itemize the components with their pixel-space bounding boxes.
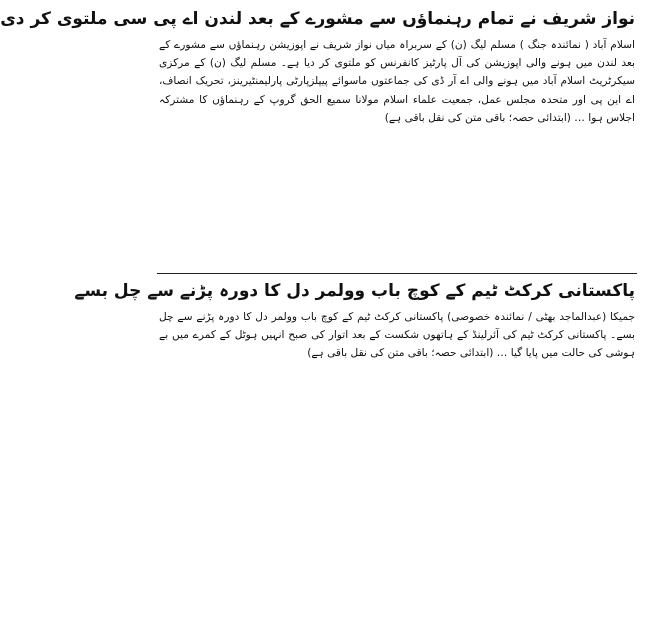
article-headline: نواز شریف نے تمام رہنماؤں سے مشورے کے بعد لندن اے پی سی ملتوی کر دی [0, 9, 635, 29]
article-lahore-apc [0, 6, 637, 266]
article-body: جمیکا (عبدالماجد بھٹی / نمائندہ خصوصی) پاکستانی کرکٹ ٹیم کے کوچ باب وولمر دل کا دورہ پڑنے سے چل بسے۔ پاکستانی کرکٹ ٹیم کی آئرلینڈ کے ہاتھوں شکست کے بعد اتوار کی صبح انہیں ہوٹل کے کمرے میں بے ہوشی کی حالت میں پایا گیا … (ابتدائی حصہ؛ باقی متن کی نقل باقی ہے) [159, 311, 635, 360]
article-body: اسلام آباد ( نمائندہ جنگ ) مسلم لیگ (ن) کے سربراہ میاں نواز شریف نے اپوزیشن رہنماؤں سے مشورے کے بعد لندن میں ہونے والی اپوزیشن کی آل پارٹیز کانفرنس کو ملتوی کر دیا ہے۔ مسلم لیگ (ن) کے مرکزی سیکرٹریٹ اسلام آباد میں ہونے والی اے آر ڈی کی جماعتوں ماسوائے پیپلزپارٹی پارلیمنٹیرینز، تحریک انصاف، اے این پی اور متحدہ مجلس عمل، جمعیت علماء اسلام مولانا سمیع الحق گروپ کے رہنماؤں کا مشترکہ اجلاس ہوا … (ابتدائی حصہ؛ باقی متن کی نقل باقی ہے) [159, 39, 635, 124]
article-divider [157, 266, 637, 274]
article-woolmer [74, 278, 637, 616]
article-headline: پاکستانی کرکٹ ٹیم کے کوچ باب وولمر دل کا دورہ پڑنے سے چل بسے [74, 281, 635, 301]
